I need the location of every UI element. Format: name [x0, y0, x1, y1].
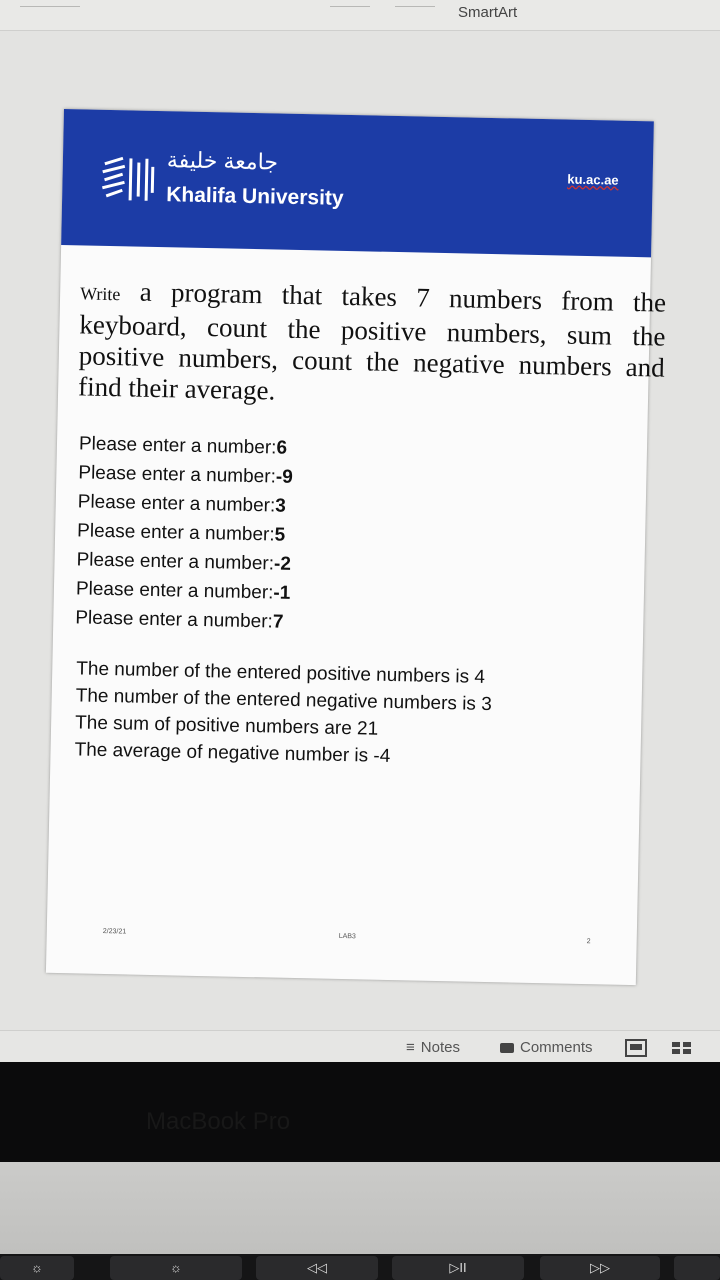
input-line: Please enter a number:7 [75, 607, 284, 633]
ribbon-control[interactable] [20, 0, 80, 7]
notes-button[interactable] [406, 1039, 460, 1056]
input-line: Please enter a number:-2 [76, 549, 292, 575]
task-first-word: Write [79, 283, 121, 305]
comments-label: Comments [520, 1039, 593, 1056]
ribbon [0, 0, 720, 31]
footer-date: 2/23/21 [102, 927, 127, 936]
input-list [75, 429, 294, 636]
play-pause-key[interactable]: ▷II [392, 1256, 524, 1280]
university-name-arabic: جامعة خليفة [166, 147, 279, 175]
ribbon-control[interactable] [330, 0, 370, 7]
status-bar [0, 1030, 720, 1063]
slide[interactable] [46, 109, 667, 985]
device-brand: MacBook Pro [146, 1108, 291, 1135]
khalifa-logo-icon [100, 154, 157, 205]
task-description [78, 275, 667, 414]
output-line: The average of negative number is -4 [74, 739, 391, 767]
output-list [74, 655, 492, 772]
slide-banner [61, 109, 654, 257]
university-name: Khalifa University [165, 183, 344, 210]
website-link[interactable]: ku.ac.ae [567, 171, 619, 188]
slide-workspace [0, 31, 720, 1061]
output-line: The sum of positive numbers are 21 [74, 712, 379, 740]
notes-icon: ≡ [406, 1039, 415, 1056]
input-line: Please enter a number:-9 [78, 462, 293, 488]
smartart-button[interactable]: SmartArt [458, 4, 518, 21]
ribbon-control[interactable] [395, 0, 435, 7]
brightness-down-key[interactable]: ☼ [0, 1256, 74, 1280]
output-line: The number of the entered positive numbers is 4 [76, 658, 486, 688]
mute-key[interactable] [674, 1256, 720, 1280]
input-line: Please enter a number:-1 [75, 578, 291, 604]
input-line: Please enter a number:6 [78, 433, 288, 459]
normal-view-icon[interactable] [624, 1039, 648, 1057]
slide-sorter-view-icon[interactable] [670, 1039, 694, 1057]
input-line: Please enter a number:5 [76, 520, 286, 546]
rewind-key[interactable]: ◁◁ [256, 1256, 378, 1280]
footer-title: LAB3 [338, 932, 356, 941]
laptop-bezel [0, 1062, 720, 1162]
fast-forward-key[interactable]: ▷▷ [540, 1256, 660, 1280]
comment-icon [500, 1043, 514, 1053]
footer-page-number: 2 [586, 938, 591, 946]
task-text: a program that takes 7 numbers from the keyboard, count the positive numbers, sum the positive numbers, count the negative numbers and find their average. [77, 276, 667, 406]
notes-label: Notes [420, 1039, 460, 1056]
input-line: Please enter a number:3 [77, 491, 287, 517]
brightness-up-key[interactable]: ☼ [110, 1256, 242, 1280]
output-line: The number of the entered negative numbers is 3 [75, 685, 492, 716]
comments-button[interactable] [500, 1039, 593, 1056]
